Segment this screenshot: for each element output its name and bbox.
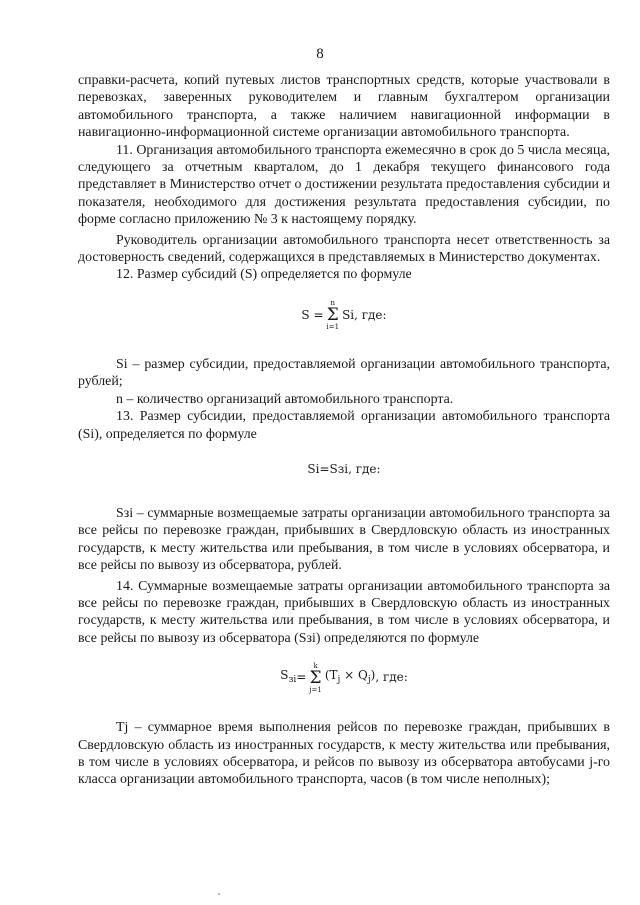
definition-tj: Tj – суммарное время выполнения рейсов по перевозке граждан, прибывших в Свердловскую область из иностранных государств, к месту жительства или пребывания, в том числе в условиях обсерватора, и рейсов по вывозу из обсерватора автобусами j-го класса организации автомобильного транспорта, часов (в том числе неполных);: [78, 720, 610, 788]
definition-s3i: Sзi – суммарные возмещаемые затраты организации автомобильного транспорта за все рейсы по перевозке граждан, прибывших в Свердловскую область из иностранных государств, к месту жительства или пребывания, в том числе в условиях обсерватора, и все рейсы по вывозу из обсерватора, рублей.: [78, 505, 610, 574]
formula-tail: , где:: [354, 308, 387, 323]
formula-reimbursed-costs: [78, 655, 610, 701]
paragraph-13: 13. Размер субсидии, предоставляемой организации автомобильного транспорта (Si), определяется по формуле: [78, 409, 610, 442]
sum-upper-limit: n: [330, 299, 336, 308]
sum-upper-limit: k: [313, 661, 318, 670]
formula-body: $(T_j \times Q_j)$: [324, 667, 376, 685]
formula-lhs: S =: [301, 308, 324, 323]
formula-tail: , где:: [348, 462, 381, 477]
formula-expression: Si=Sзi: [307, 462, 349, 477]
paragraph-12: 12. Размер субсидий (S) определяется по формуле: [116, 267, 412, 283]
sigma-icon: Σ: [326, 305, 339, 326]
document-body: [78, 72, 610, 789]
summation: [327, 300, 340, 331]
sum-lower-limit: j=1: [309, 685, 322, 694]
definition-n: n – количество организаций автомобильного транспорта.: [116, 391, 454, 407]
paragraph-11-responsibility: Руководитель организации автомобильного транспорта несет ответственность за достоверность сведений, содержащихся в представляемых в Министерство документах.: [78, 232, 610, 266]
formula-tail: , где:: [375, 670, 408, 685]
formula-subsidy-individual: [78, 455, 610, 485]
page-number: 8: [316, 46, 324, 62]
sum-lower-limit: i=1: [326, 323, 340, 332]
paragraph-continuation: справки-расчета, копий путевых листов транспортных средств, которые участвовали в перевозках, заверенных руководителем и главным бухгалтером организации автомобильного транспорта, а также наличием навигационной информации в навигационно-информационной системе организации автомобильного транспорта.: [78, 73, 610, 141]
summation: [309, 663, 322, 694]
formula-equals: =: [296, 670, 307, 685]
sigma-icon: Σ: [309, 667, 322, 688]
definition-si: Si – размер субсидии, предоставляемой организации автомобильного транспорта, рублей;: [78, 356, 610, 390]
paragraph-11: 11. Организация автомобильного транспорта ежемесячно в срок до 5 числа месяца, следующего за отчетным кварталом, до 1 декабря текущего финансового года представляет в Министерство отчет о достижении результата предоставления субсидии и показателя, необходимого для достижения результата предоставления субсидии, по форме согласно приложению № 3 к настоящему порядку.: [78, 142, 610, 228]
formula-term: Si: [342, 308, 355, 323]
scan-speck: [218, 893, 220, 895]
paragraph-14: 14. Суммарные возмещаемые затраты организации автомобильного транспорта за все рейсы по перевозке граждан, прибывших в Свердловскую область из иностранных государств, к месту жительства или пребывания, в том числе в условиях обсерватора, и все рейсы по вывозу из обсерватора (Sзi) определяются по формуле: [78, 578, 610, 646]
formula-subsidy-total: [78, 292, 610, 340]
formula-lhs: $S_{зi}$: [280, 667, 297, 685]
